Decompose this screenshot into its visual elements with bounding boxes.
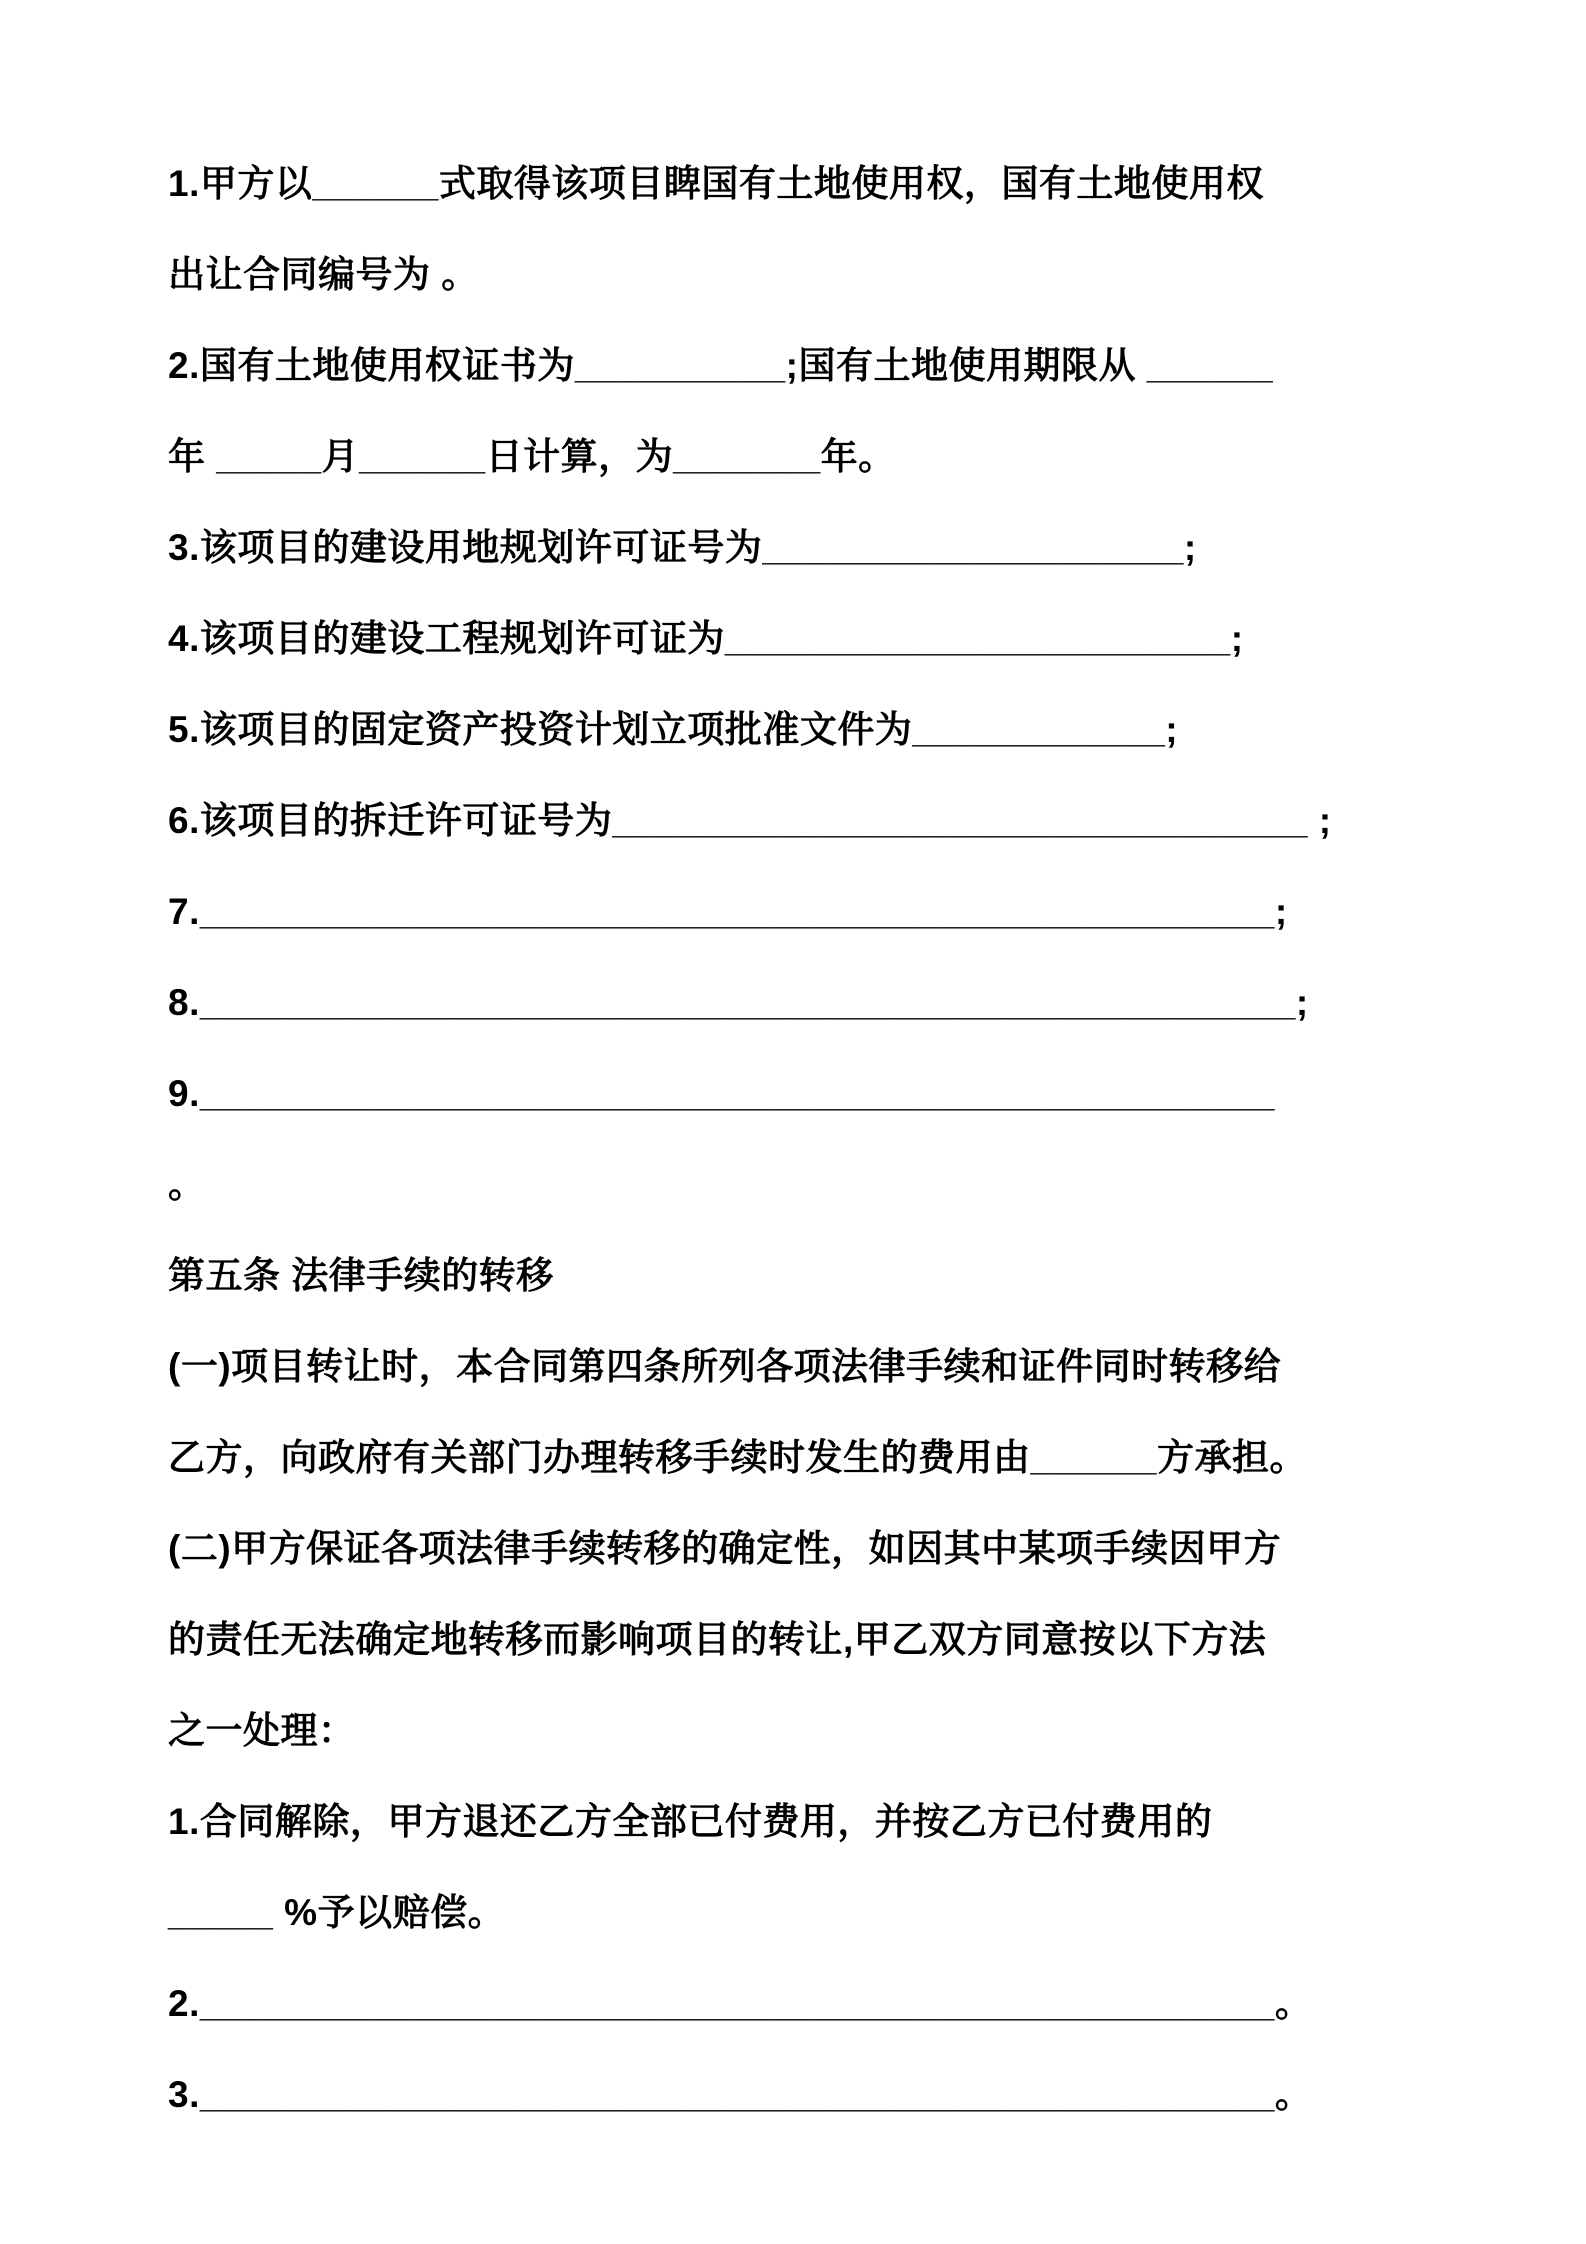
document-line: 4.该项目的建设工程规划许可证为________________________; (168, 618, 1244, 659)
document-line: 第五条 法律手续的转移 (168, 1255, 554, 1296)
document-line: 2.国有土地使用权证书为__________;国有土地使用期限从 ______ (168, 345, 1274, 386)
document-line: (二)甲方保证各项法律手续转移的确定性，如因其中某项手续因甲方 (168, 1528, 1282, 1569)
document-line: 9.___________________________________________________ (168, 1073, 1275, 1114)
document-line: (一)项目转让时，本合同第四条所列各项法律手续和证件同时转移给 (168, 1346, 1282, 1387)
document-line: 5.该项目的固定资产投资计划立项批准文件为____________; (168, 709, 1179, 750)
document-line: 1.合同解除，甲方退还乙方全部已付费用，并按乙方已付费用的 (168, 1801, 1213, 1842)
document-line: 7.___________________________________________________; (168, 891, 1288, 932)
document-body (168, 138, 1436, 2140)
document-line: 的责任无法确定地转移而影响项目的转让,甲乙双方同意按以下方法 (168, 1619, 1267, 1660)
document-line: 8.____________________________________________________; (168, 982, 1309, 1023)
document-line: 之一处理： (168, 1710, 356, 1751)
document-line: _____ %予以赔偿。 (168, 1892, 506, 1933)
document-line: 1.甲方以______式取得该项目睥国有土地使用权，国有土地使用权 (168, 163, 1264, 204)
document-line: 3.___________________________________________________。 (168, 2074, 1313, 2115)
document-line: 。 (168, 1164, 206, 1205)
document-line: 3.该项目的建设用地规划许可证号为____________________; (168, 527, 1197, 568)
document-line: 出让合同编号为 。 (168, 254, 479, 295)
document-line: 2.___________________________________________________。 (168, 1983, 1313, 2024)
document-line: 乙方，向政府有关部门办理转移手续时发生的费用由______方承担。 (168, 1437, 1307, 1478)
document-line: 年 _____月______日计算，为_______年。 (168, 436, 896, 477)
document-line: 6.该项目的拆迁许可证号为_________________________________ ; (168, 800, 1332, 841)
